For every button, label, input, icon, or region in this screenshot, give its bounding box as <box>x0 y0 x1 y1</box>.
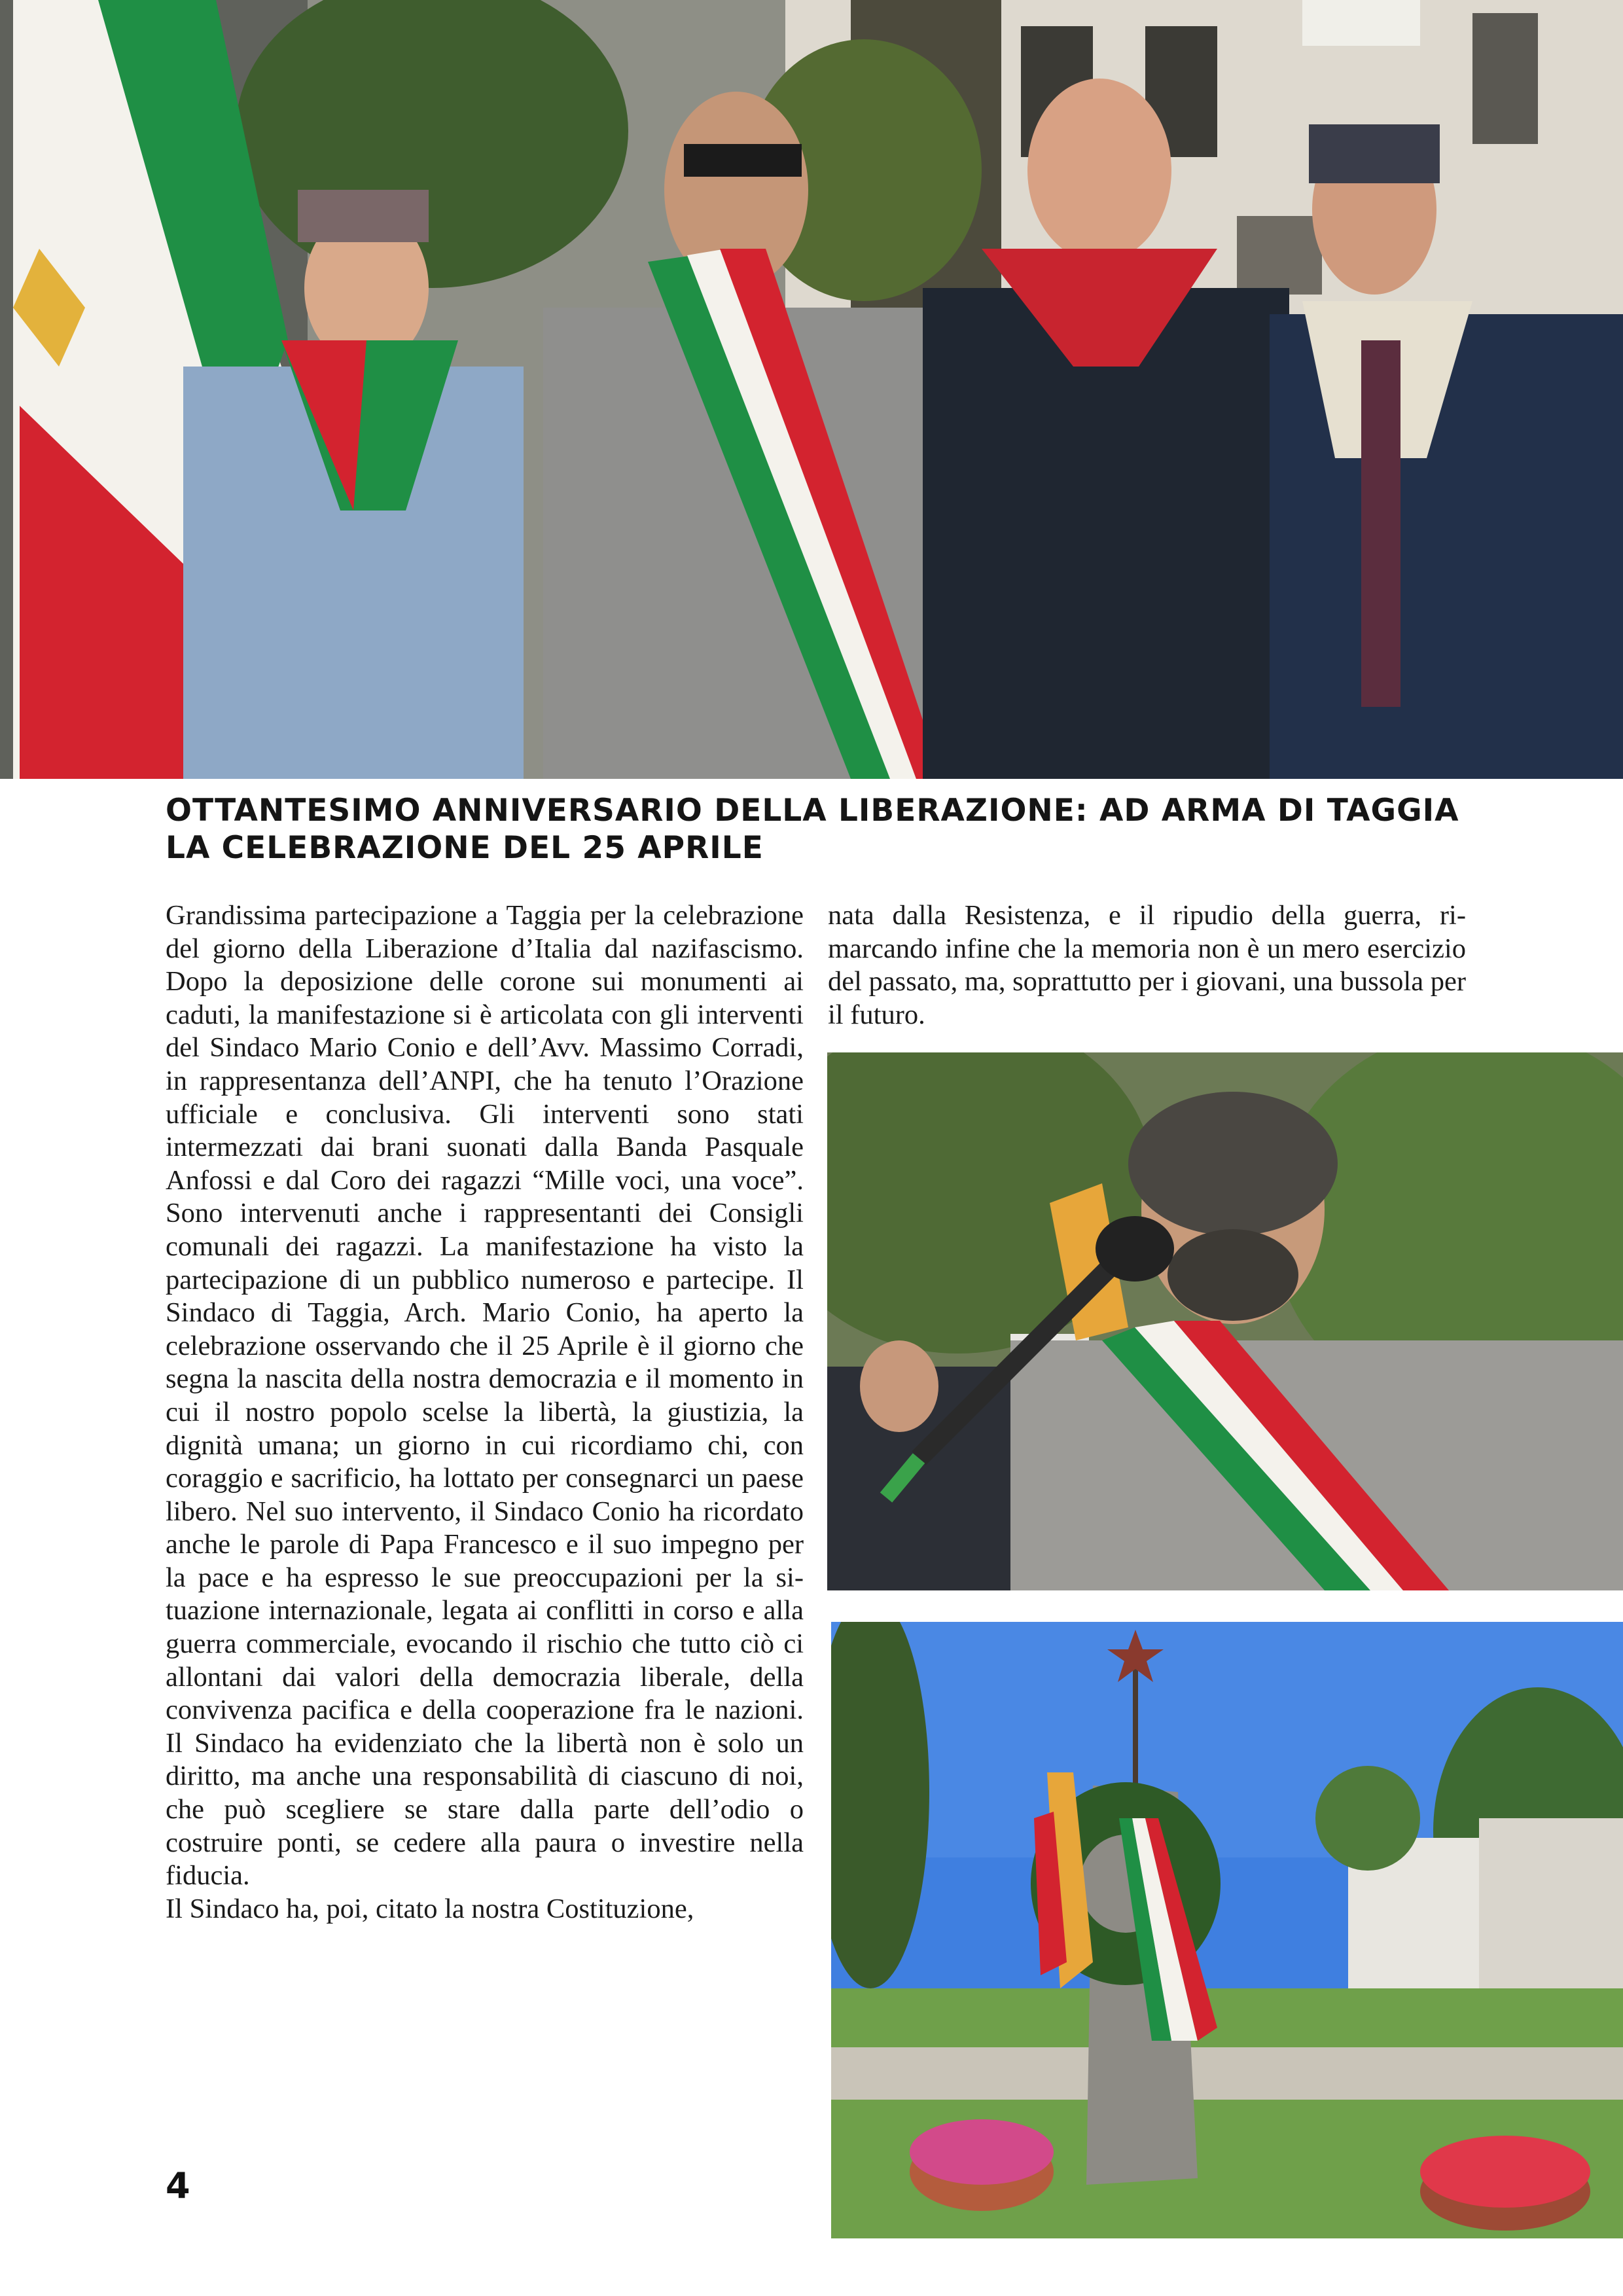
article-column-left <box>166 899 804 1926</box>
photo-mayor-speech <box>827 1052 1623 1590</box>
article-body-right: nata dalla Resistenza, e il ripudio della guerra, rimarcando infine che la memoria non è un mero esercizio del passato, ma, soprattutto per i giovani, una bussola per il futuro. <box>828 900 1466 1030</box>
article-body-left-tail: Il Sindaco ha, poi, citato la nostra Costituzione, <box>166 1893 694 1924</box>
headline-line-1: OTTANTESIMO ANNIVERSARIO DELLA LIBERAZIONE: AD ARMA DI TAGGIA <box>166 793 1459 829</box>
page-number: 4 <box>166 2165 190 2206</box>
article-headline <box>166 792 1464 867</box>
photo-group-celebration <box>0 0 1623 779</box>
photo-monument-wreath <box>831 1622 1623 2238</box>
article-column-right <box>828 899 1466 1031</box>
headline-line-2: LA CELEBRAZIONE DEL 25 APRILE <box>166 830 764 866</box>
article-body-left: Grandissima partecipazione a Taggia per la celebrazione del giorno della Liberazione d’Italia dal nazifascismo. Dopo la deposizione delle corone sui monumenti ai caduti, la manifestazione si è articolata con gli interventi del Sindaco Mario Conio e dell’Avv. Massimo Corradi, in rappresentanza dell’ANPI, che ha tenuto l’Orazione ufficiale e conclusiva. Gli interventi sono stati intermezzati dai brani suonati dalla Banda Pasquale Anfossi e dal Coro dei ragazzi “Mille voci, una voce”. Sono intervenuti anche i rappresentanti dei Consigli comunali dei ragazzi. La manifestazione ha visto la partecipazione di un pubblico numeroso e partecipe. Il Sindaco di Taggia, Arch. Mario Conio, ha aperto la celebrazione osservando che il 25 Aprile è il giorno che segna la nascita della nostra democrazia e il momento in cui il nostro popolo scelse la libertà, la giustizia, la dignità umana; un giorno in cui ricordiamo chi, con coraggio e sacrificio, ha lottato per consegnarci un paese libero. Nel suo intervento, il Sindaco Conio ha ricordato anche le parole di Papa Francesco e il suo impegno per la pace e ha espresso le sue preoccupazioni per la situazione internazionale, legata ai conflitti in corso e alla guerra commerciale, evocando il rischio che tutto ciò ci allontani dai valori della democrazia liberale, della convivenza pacifica e della cooperazione fra le nazioni. Il Sindaco ha evidenziato che la libertà non è solo un diritto, ma anche una responsabilità di ciascuno di noi, che può scegliere se stare dalla parte dell’odio o costruire ponti, se cedere alla paura o investire nella fiducia. <box>166 900 804 1892</box>
